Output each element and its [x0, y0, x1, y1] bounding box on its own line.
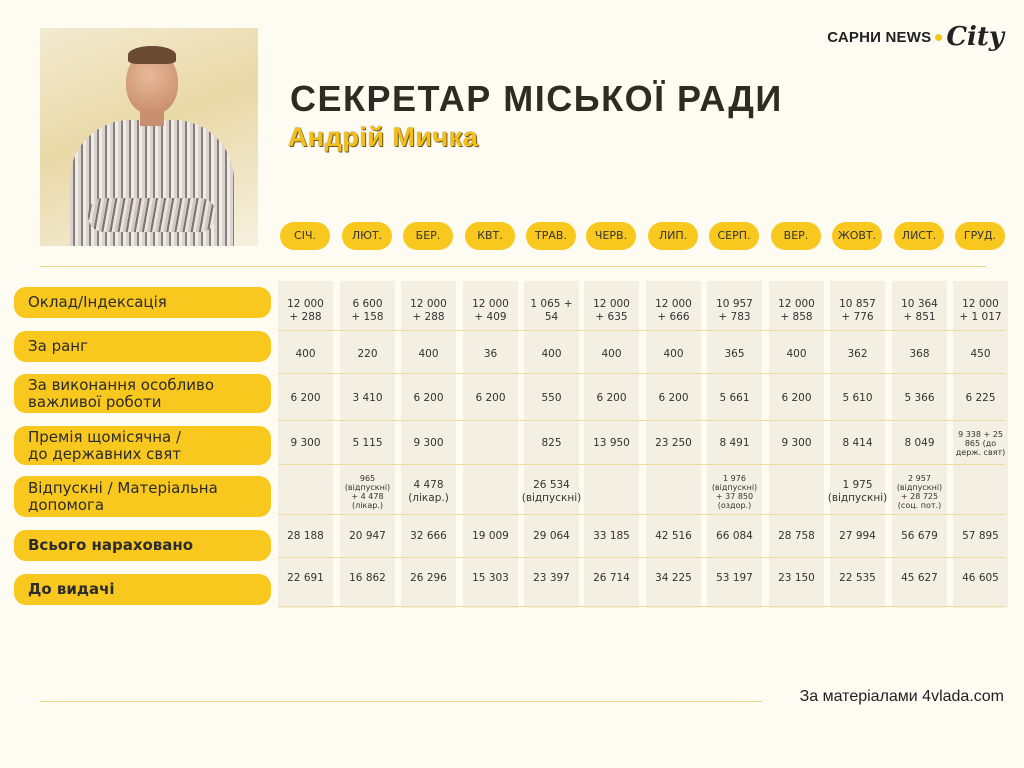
table-cell: 6 200: [413, 391, 444, 404]
header-divider: [40, 266, 986, 267]
table-cell: 33 185: [593, 529, 630, 542]
table-cell: 5 610: [842, 391, 873, 404]
table-cell: 16 862: [349, 571, 386, 584]
month-label: ВЕР.: [771, 222, 821, 250]
footer-divider: [40, 701, 762, 702]
table-cell: 10 957 + 783: [716, 298, 753, 323]
month-label: ЛЮТ.: [342, 222, 392, 250]
table-cell: 450: [970, 347, 991, 360]
table-cell: 400: [418, 347, 439, 360]
logo-brand: САРНИ NEWS: [827, 28, 932, 46]
table-cell: 220: [357, 347, 378, 360]
table-cell: 26 296: [410, 571, 447, 584]
table-cell: 3 410: [352, 391, 383, 404]
table-cell: 550: [541, 391, 562, 404]
month-label: ЧЕРВ.: [586, 222, 636, 250]
row-label: Відпускні / Матеріальна допомога: [14, 476, 271, 517]
month-label: ТРАВ.: [526, 222, 576, 250]
row-divider: [278, 373, 1005, 374]
table-cell: 1 976 (відпускні) + 37 850 (оздор.): [711, 473, 758, 510]
table-cell: 368: [909, 347, 930, 360]
month-label: СІЧ.: [280, 222, 330, 250]
table-cell: 400: [541, 347, 562, 360]
row-label: До видачі: [14, 574, 271, 605]
table-cell: 22 535: [839, 571, 876, 584]
table-cell: 13 950: [593, 436, 630, 449]
table-cell: 1 975 (відпускні): [827, 478, 888, 504]
table-cell: 362: [847, 347, 868, 360]
row-divider: [278, 330, 1005, 331]
table-cell: 56 679: [901, 529, 938, 542]
official-photo: [40, 28, 258, 246]
table-cell: 400: [663, 347, 684, 360]
person-name: Андрій Мичка: [288, 122, 479, 152]
table-cell: 6 225: [965, 391, 996, 404]
table-cell: 8 414: [842, 436, 873, 449]
month-label: ЛИСТ.: [894, 222, 944, 250]
table-cell: 9 300: [781, 436, 812, 449]
table-cell: 19 009: [472, 529, 509, 542]
row-divider: [278, 606, 1005, 607]
table-cell: 12 000 + 1 017: [959, 298, 1002, 323]
table-cell: 36: [483, 347, 498, 360]
row-divider: [278, 420, 1005, 421]
table-cell: 20 947: [349, 529, 386, 542]
table-cell: 28 188: [287, 529, 324, 542]
month-label: КВТ.: [465, 222, 515, 250]
table-cell: 6 600 + 158: [351, 298, 384, 323]
logo-dot: [935, 34, 942, 41]
table-cell: 965 (відпускні) + 4 478 (лікар.): [344, 473, 391, 510]
table-cell: 5 115: [352, 436, 383, 449]
table-cell: 9 300: [290, 436, 321, 449]
table-cell: 27 994: [839, 529, 876, 542]
table-cell: 22 691: [287, 571, 324, 584]
table-cell: 12 000 + 409: [472, 298, 509, 323]
month-header-row: [0, 222, 1024, 250]
table-cell: 2 957 (відпускні) + 28 725 (соц. пот.): [896, 473, 943, 510]
table-cell: 12 000 + 288: [287, 298, 324, 323]
month-label: ЛИП.: [648, 222, 698, 250]
table-cell: 6 200: [781, 391, 812, 404]
table-cell: 400: [295, 347, 316, 360]
row-label: За виконання особливо важливої роботи: [14, 374, 271, 413]
row-label: Оклад/Індексація: [14, 287, 271, 318]
table-cell: 34 225: [655, 571, 692, 584]
table-cell: 6 200: [596, 391, 627, 404]
table-cell: 10 364 + 851: [901, 298, 938, 323]
table-cell: 12 000 + 858: [778, 298, 815, 323]
table-cell: 23 150: [778, 571, 815, 584]
table-cell: 12 000 + 635: [593, 298, 630, 323]
table-cell: 15 303: [472, 571, 509, 584]
table-cell: 4 478 (лікар.): [408, 478, 449, 504]
table-cell: 32 666: [410, 529, 447, 542]
table-cell: 5 366: [904, 391, 935, 404]
source-credit: За матеріалами 4vlada.com: [799, 688, 1004, 705]
table-cell: 23 250: [655, 436, 692, 449]
table-cell: 825: [541, 436, 562, 449]
table-cell: 400: [601, 347, 622, 360]
table-cell: 6 200: [290, 391, 321, 404]
site-logo[interactable]: [827, 22, 1004, 52]
table-cell: 12 000 + 666: [655, 298, 692, 323]
table-cell: 66 084: [716, 529, 753, 542]
row-divider: [278, 514, 1005, 515]
table-cell: 57 895: [962, 529, 999, 542]
table-cell: 28 758: [778, 529, 815, 542]
month-label: СЕРП.: [709, 222, 759, 250]
row-label: Всього нараховано: [14, 530, 271, 561]
table-cell: 8 491: [719, 436, 750, 449]
photo-hair: [128, 46, 176, 64]
table-cell: 365: [724, 347, 745, 360]
table-cell: 400: [786, 347, 807, 360]
table-cell: 26 714: [593, 571, 630, 584]
table-cell: 45 627: [901, 571, 938, 584]
table-cell: 10 857 + 776: [839, 298, 876, 323]
logo-city: City: [946, 22, 1004, 52]
table-cell: 26 534 (відпускні): [521, 478, 582, 504]
month-label: ГРУД.: [955, 222, 1005, 250]
table-cell: 9 300: [413, 436, 444, 449]
table-cell: 53 197: [716, 571, 753, 584]
table-cell: 5 661: [719, 391, 750, 404]
table-cell: 6 200: [658, 391, 689, 404]
row-label: За ранг: [14, 331, 271, 362]
table-cell: 6 200: [475, 391, 506, 404]
page-title: СЕКРЕТАР МІСЬКОЇ РАДИ: [290, 78, 783, 119]
table-cell: 8 049: [904, 436, 935, 449]
row-divider: [278, 557, 1005, 558]
row-divider: [278, 464, 1005, 465]
month-label: ЖОВТ.: [832, 222, 882, 250]
salary-table: [278, 281, 1005, 608]
table-cell: 23 397: [533, 571, 570, 584]
month-label: БЕР.: [403, 222, 453, 250]
table-cell: 29 064: [533, 529, 570, 542]
table-cell: 46 605: [962, 571, 999, 584]
table-cell: 12 000 + 288: [410, 298, 447, 323]
table-cell: 9 338 + 25 865 (до держ. свят): [955, 429, 1006, 457]
table-cell: 42 516: [655, 529, 692, 542]
table-cell: 1 065 + 54: [530, 298, 573, 323]
row-label: Премія щомісячна / до державних свят: [14, 426, 271, 465]
